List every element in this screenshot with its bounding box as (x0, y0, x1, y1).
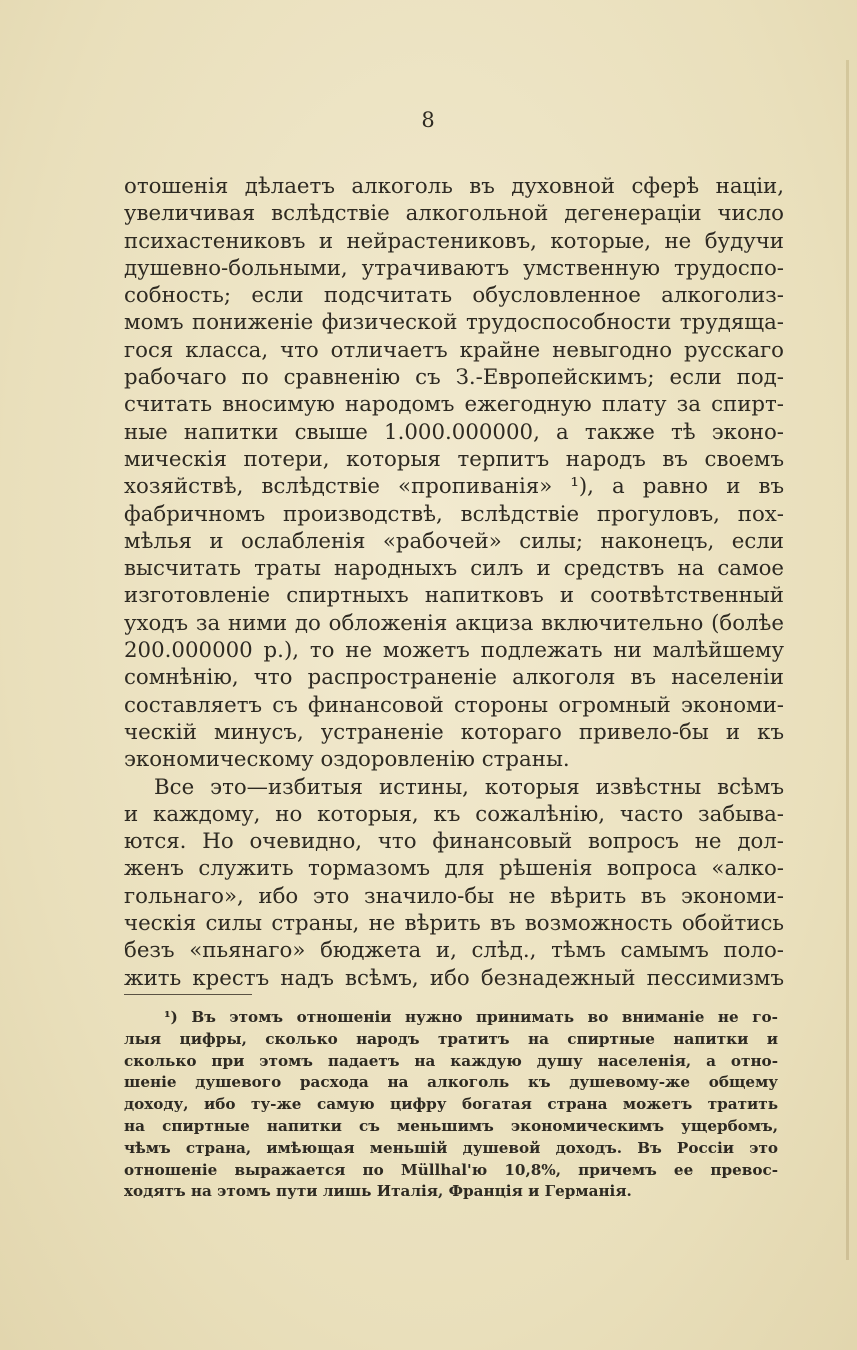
body-line: женъ служить тормазомъ для рѣшенія вопроса «алко- (124, 856, 784, 882)
body-line: увеличивая вслѣдствіе алкогольной дегенераціи число (124, 201, 784, 227)
body-line: экономическому оздоровленію страны. (124, 747, 570, 773)
body-line: безъ «пьянаго» бюджета и, слѣд., тѣмъ самымъ поло- (124, 938, 784, 964)
body-line: собность; если подсчитать обусловленное алкоголиз- (124, 283, 784, 309)
footnote-line: лыя цифры, сколько народъ тратитъ на спиртные напитки и (124, 1029, 778, 1048)
body-line: гольнаго», ибо это значило-бы не вѣрить въ экономи- (124, 883, 784, 909)
body-line: изготовленіе спиртныхъ напитковъ и соотвѣтственный (124, 583, 784, 609)
body-line: 200.000000 р.), то не можетъ подлежать ни малѣйшему (124, 638, 784, 664)
footnote-line: шеніе душевого расхода на алкоголь къ душевому-же общему (124, 1073, 778, 1092)
body-line: мическія потери, которыя терпитъ народъ въ своемъ (124, 446, 784, 472)
body-line: хозяйствѣ, вслѣдствіе «пропиванія» ¹), а равно и въ (124, 474, 784, 500)
footnote-line: сколько при этомъ падаетъ на каждую душу населенія, а отно- (124, 1051, 778, 1070)
footnote-line: на спиртные напитки съ меньшимъ экономическимъ ущербомъ, (124, 1116, 778, 1135)
body-line: гося класса, что отличаетъ крайне невыгодно русскаго (124, 337, 784, 363)
body-line: душевно-больными, утрачиваютъ умственную трудоспо- (124, 255, 784, 281)
footnote-line: доходу, ибо ту-же самую цифру богатая страна можетъ тратить (124, 1095, 778, 1114)
body-line: момъ пониженіе физической трудоспособности трудяща- (124, 310, 784, 336)
body-line: ются. Но очевидно, что финансовый вопросъ не дол- (124, 829, 784, 855)
footnote-divider (124, 994, 252, 995)
footnote-line: ¹) Въ этомъ отношеніи нужно принимать во вниманіе не го- (164, 1008, 778, 1026)
body-line: ческія силы страны, не вѣрить въ возможность обойтись (124, 911, 784, 937)
paragraph-first-line: Все это—избитыя истины, которыя извѣстны всѣмъ (154, 774, 784, 800)
body-line: жить крестъ надъ всѣмъ, ибо безнадежный пессимизмъ (124, 965, 784, 991)
body-line: считать вносимую народомъ ежегодную плату за спирт- (124, 392, 784, 418)
page-number: 8 (421, 108, 436, 132)
body-line: сомнѣнію, что распространеніе алкоголя въ населеніи (124, 665, 784, 691)
body-line: ные напитки свыше 1.000.000000, а также тѣ эконо- (124, 419, 784, 445)
body-text (124, 173, 784, 992)
body-line: отошенія дѣлаетъ алкоголь въ духовной сферѣ націи, (124, 174, 784, 199)
body-line: психастениковъ и нейрастениковъ, которые, не будучи (124, 228, 784, 254)
page-edge-shadow (846, 60, 849, 1260)
footnote (124, 1007, 778, 1203)
body-line: высчитать траты народныхъ силъ и средствъ на самое (124, 556, 784, 582)
footnote-line: чѣмъ страна, имѣющая меньшій душевой доходъ. Въ Россіи это (124, 1138, 778, 1157)
body-line: уходъ за ними до обложенія акциза включительно (болѣе (124, 610, 784, 636)
body-line: фабричномъ производствѣ, вслѣдствіе прогуловъ, пох- (124, 501, 784, 527)
body-line: и каждому, но которыя, къ сожалѣнію, часто забыва- (124, 801, 784, 827)
footnote-line: отношеніе выражается по Müllhal'ю 10,8%, причемъ ее превос- (124, 1160, 778, 1179)
body-line: составляетъ съ финансовой стороны огромный экономи- (124, 692, 784, 718)
footnote-line: ходятъ на этомъ пути лишь Италія, Франція и Германія. (124, 1182, 632, 1201)
body-line: мѣлья и ослабленія «рабочей» силы; наконецъ, если (124, 528, 784, 554)
body-line: рабочаго по сравненію съ З.-Европейскимъ; если под- (124, 365, 784, 391)
body-line: ческій минусъ, устраненіе котораго привело-бы и къ (124, 719, 784, 745)
